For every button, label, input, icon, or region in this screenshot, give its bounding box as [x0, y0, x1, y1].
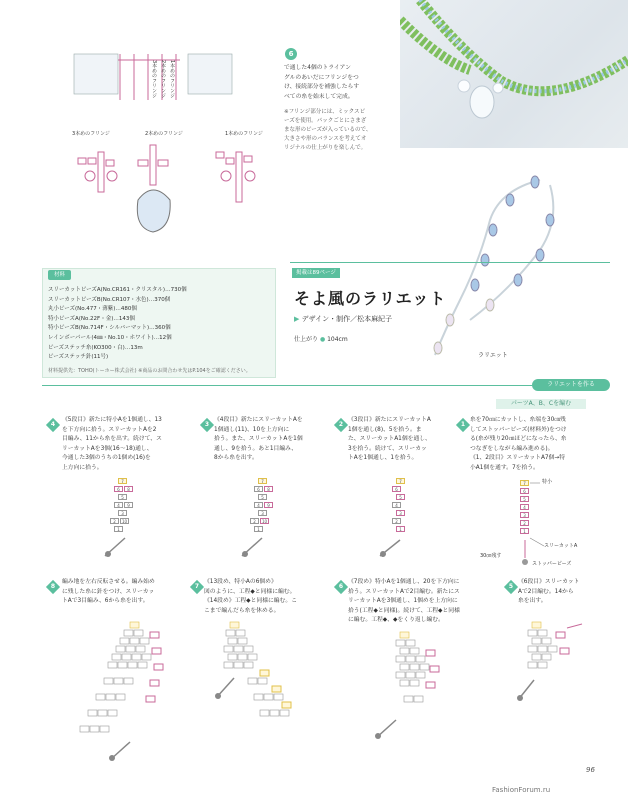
step2-line: 1個を通し(8)、5を拾う。ま	[348, 426, 422, 433]
step3-line: 拾う。また、スリーカットAを1個	[214, 436, 303, 443]
material-item: スリーカットビーズB(No.CR107・水色)…370個	[48, 296, 171, 303]
step6-top-text	[284, 64, 394, 102]
lariat-photo	[400, 160, 610, 370]
material-item: スリーカットビーズA(No.CR161・クリスタル)…730個	[48, 287, 187, 293]
step6-line: 《7段め》特小Aを1個通し、20を下方向に	[348, 579, 460, 585]
step6-line: 拾う。スリーカットAで2目編む。新たにス	[348, 588, 460, 595]
section-line	[42, 385, 532, 386]
label-remain: 30㎝残す	[480, 553, 502, 559]
step4-line: を下方向に拾う。スリーカットAを2	[62, 426, 157, 433]
step6-top-line: け、接続部分を補強したらす	[284, 84, 360, 91]
note-line: ーズを使用。パックごとにさまざ	[284, 118, 367, 124]
step1-line: 糸を70㎝にカットし、糸端を30㎝残	[470, 417, 566, 423]
article-title: そよ風のラリエット	[294, 289, 447, 308]
diagram-step1: 7 6 5 4 3 2 1	[510, 478, 600, 573]
size-dot-icon: ●	[319, 336, 326, 343]
section-main-pill: ラリエットを作る	[532, 379, 610, 391]
step7-line: 《13段め、特小Aの6個め》	[204, 579, 277, 585]
step7-grid-svg	[210, 620, 320, 770]
fringe-label-1: 1本めのフリンジ	[225, 131, 263, 137]
note-line: リジナルの仕上がりを楽しんで。	[284, 145, 367, 151]
photo-caption: ラリエット	[478, 352, 508, 359]
step2-badge: 2	[334, 418, 348, 432]
materials-list	[48, 286, 272, 363]
step1-line: してストッパービーズ(材料外)をつけ	[470, 426, 567, 433]
step1-line: 《1、2段目》スリーカットA7個→特	[470, 455, 566, 462]
step3-needle-svg	[240, 478, 300, 568]
size-label: 仕上がり	[294, 336, 319, 343]
step4-line: 今通した3個のうちの1個め(16)を	[62, 455, 151, 462]
step7-badge: 7	[190, 580, 204, 594]
size-row	[294, 334, 348, 343]
step5-line: Aで2目編む。14から	[518, 588, 574, 595]
step3-line: 8から糸を出す。	[214, 455, 258, 462]
diagram-step4: 7 6 8 5 4 9 3 2 10 1	[100, 478, 170, 568]
page-number: 96	[586, 766, 595, 774]
step5-line: 《6段目》スリーカット	[518, 579, 580, 585]
step2-needle-svg	[378, 478, 438, 568]
step1-text	[470, 416, 616, 474]
step4-needle-svg	[100, 478, 170, 568]
note-line: 大きさや形のバランスを考えてオ	[284, 136, 367, 142]
material-item: ビーズステッチ糸(KO300・白)…13m	[48, 344, 143, 351]
materials-label: 材料	[48, 270, 71, 280]
step1-needle-svg	[510, 478, 600, 573]
materials-footer: 材料提供先：TOHO(トーホー株式会社) ※商品のお問合わせ先はP.104をご確認ください。	[48, 368, 251, 374]
step7-line: 図のように、工程◆と同様に編む。	[204, 588, 296, 595]
diagram-step2: 7 6 5 4 3 2 1	[378, 478, 438, 568]
step2-line: トAを1個通し、1を拾う。	[348, 455, 418, 462]
label-tokusho: 特小	[542, 479, 553, 485]
step7-text	[204, 578, 330, 616]
diagram-step6	[370, 630, 470, 770]
step6-badge: 6	[334, 580, 348, 594]
vertical-label-2: 2本めのフリンジ	[160, 60, 166, 99]
step8-grid-svg	[70, 620, 190, 770]
step4-line: リーカットAを3個(16〜18)通し、	[62, 445, 153, 452]
step6-line: リーカットAを3個通し、1個めを上方向に	[348, 598, 458, 605]
step6-top-line: で通した4個のトライアン	[284, 65, 351, 71]
step1-line: 小A1個を通す。7を拾う。	[470, 464, 539, 471]
material-item: 特小ビーズB(No.714F・シルバーマット)…360個	[48, 325, 171, 332]
credit-row	[294, 314, 392, 324]
label-stopper: ストッパービーズ	[532, 561, 572, 567]
step3-line: 《4段目》新たにスリーカットAを	[214, 417, 303, 423]
material-item: 特小ビーズA(No.22F・金)…143個	[48, 315, 135, 322]
step6-top-badge: 6	[285, 48, 297, 60]
step4-badge: 4	[46, 418, 60, 432]
step6-line: 拾う(工程◆と同様)。続けて、工程◆と同様	[348, 607, 460, 614]
step2-line: た、スリーカットA1個を通し、	[348, 436, 431, 443]
step1-line: る(糸が残り20㎝ほどになったら、糸	[470, 436, 567, 443]
step4-line: 目編み、11から糸を出す。続けて、ス	[62, 436, 162, 443]
step6-line: に編む。工程◆、◆をくり返し編む。	[348, 617, 444, 624]
credit-marker-icon: ▶	[294, 315, 300, 323]
step3-line: 1個通し(11)、10を上方向に	[214, 426, 290, 433]
size-value: 104cm	[327, 336, 348, 343]
material-item: ビーズステッチ針(11号)	[48, 354, 109, 361]
step4-line: 《5段目》新たに特小Aを1個通し、13	[62, 417, 162, 423]
step1-line: つなぎをしながら編み進める)。	[470, 445, 554, 452]
step6-top-line: べての糸を始末して完成。	[284, 93, 354, 100]
step3-badge: 3	[200, 418, 214, 432]
necklace-photo	[400, 0, 628, 148]
watermark-text: FashionForum.ru	[492, 786, 551, 794]
material-item: レインボーパール(4㎜・No.10・ホワイト)…12個	[48, 334, 172, 341]
step2-line: 3を拾う。続けて、スリーカッ	[348, 445, 427, 452]
fringe-label-3: 3本めのフリンジ	[72, 131, 110, 137]
lariat-photo-svg	[400, 160, 610, 370]
step8-text	[62, 578, 186, 607]
page-reference: 掲載は89ページ	[292, 268, 340, 278]
vertical-label-3: 3本めのフリンジ	[151, 60, 157, 99]
step8-badge: 8	[46, 580, 60, 594]
step6-text	[348, 578, 498, 626]
step5-text	[518, 578, 614, 607]
vertical-label-1: 1本めのフリンジ	[169, 60, 175, 99]
label-three-cut: スリーカットA	[544, 543, 578, 549]
step8-line: 編み地を左右反転させる。編み始め	[62, 579, 155, 585]
step3-line: 通し、9を拾う。あと1目編み、	[214, 445, 298, 452]
note-line: まな形のビーズが入っているので、	[284, 127, 372, 133]
step4-line: 上方向に拾う。	[62, 464, 103, 471]
step8-line: トAで3目編み、6から糸を出す。	[62, 598, 149, 605]
diagram-step7	[210, 620, 320, 770]
fringe-label-2: 2本めのフリンジ	[145, 131, 183, 137]
step7-line: 《14段め》工程◆と同様に編む。こ	[204, 598, 297, 605]
step5-grid-svg	[512, 620, 612, 730]
material-item: 丸小ビーズ(No.477・薄紫)…480個	[48, 306, 137, 313]
step6-grid-svg	[370, 630, 470, 770]
step5-badge: 5	[504, 580, 518, 594]
credit-text: デザイン・制作／松本麻紀子	[301, 315, 393, 323]
section-sub-pill: パーツA、B、Cを編む	[496, 399, 586, 409]
step7-line: こまで編んだら糸を休める。	[204, 607, 280, 614]
note-line: ※フリンジ部分には、ミックスビ	[284, 109, 366, 115]
step5-line: 糸を出す。	[518, 598, 547, 605]
step1-badge: 1	[456, 418, 470, 432]
step4-text	[62, 416, 188, 474]
necklace-photo-svg	[400, 0, 628, 148]
diagram-step8	[70, 620, 190, 770]
step2-line: 《3段目》新たにスリーカットA	[348, 417, 431, 423]
diagram-step5	[512, 620, 612, 730]
fringe-note	[284, 108, 394, 153]
step2-text	[348, 416, 456, 464]
step6-top-line: グルのあいだにフリンジをつ	[284, 74, 359, 81]
section-divider	[290, 262, 610, 263]
diagram-step3: 7 6 8 5 4 9 3 2 10 1	[240, 478, 300, 568]
step8-line: に残した糸に針をつけ、スリーカッ	[62, 588, 155, 595]
step3-text	[214, 416, 334, 464]
